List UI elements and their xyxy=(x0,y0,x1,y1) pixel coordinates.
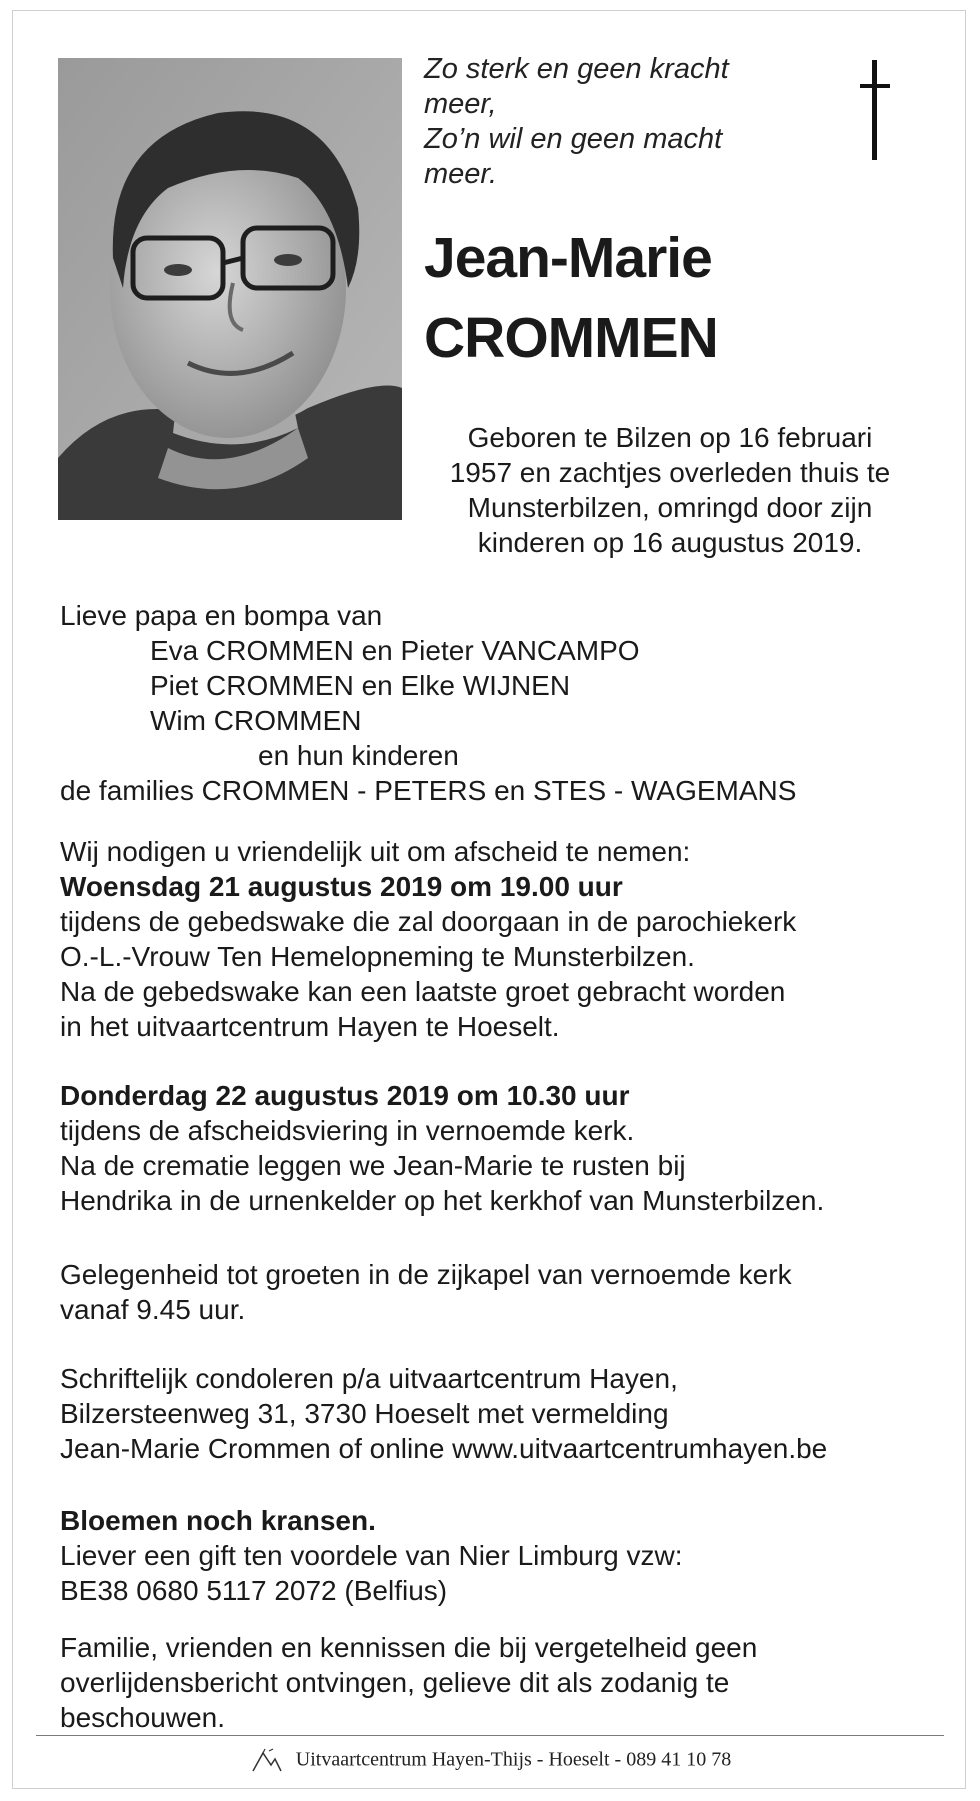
greeting-section xyxy=(60,1257,792,1327)
families-line: de families CROMMEN - PETERS en STES - WAGEMANS xyxy=(60,775,797,806)
portrait-photo xyxy=(58,58,402,520)
service-section xyxy=(60,1078,824,1218)
bio-line: kinderen op 16 augustus 2019. xyxy=(477,527,863,558)
service-heading: Donderdag 22 augustus 2019 om 10.30 uur xyxy=(60,1080,630,1111)
flowers-line: BE38 0680 5117 2072 (Belfius) xyxy=(60,1575,448,1606)
wake-line: O.-L.-Vrouw Ten Hemelopneming te Munsterbilzen. xyxy=(60,941,695,972)
footer xyxy=(0,1747,980,1773)
service-line: tijdens de afscheidsviering in vernoemde kerk. xyxy=(60,1115,635,1146)
flowers-line: Liever een gift ten voordele van Nier Limburg vzw: xyxy=(60,1540,683,1571)
flowers-heading: Bloemen noch kransen. xyxy=(60,1505,376,1536)
greeting-line: Gelegenheid tot groeten in de zijkapel van vernoemde kerk xyxy=(60,1259,792,1290)
greeting-line: vanaf 9.45 uur. xyxy=(60,1294,246,1325)
funeral-home-logo-icon xyxy=(249,1747,283,1773)
condolence-line: Jean-Marie Crommen of online www.uitvaartcentrumhayen.be xyxy=(60,1433,828,1464)
condolence-line: Schriftelijk condoleren p/a uitvaartcentrum Hayen, xyxy=(60,1363,678,1394)
invite-intro: Wij nodigen u vriendelijk uit om afscheid te nemen: xyxy=(60,836,691,867)
family-section xyxy=(60,598,796,808)
portrait-illustration xyxy=(58,58,402,520)
notice-line: overlijdensbericht ontvingen, gelieve dit als zodanig te xyxy=(60,1667,730,1698)
condolence-section xyxy=(60,1361,827,1466)
flowers-section xyxy=(60,1503,683,1608)
notice-line: beschouwen. xyxy=(60,1702,226,1733)
bio-line: Geboren te Bilzen op 16 februari xyxy=(467,422,873,453)
child-entry: Eva CROMMEN en Pieter VANCAMPO xyxy=(150,635,640,666)
condolence-line: Bilzersteenweg 31, 3730 Hoeselt met vermelding xyxy=(60,1398,669,1429)
biography xyxy=(418,420,922,560)
quote-line: meer, xyxy=(424,88,497,120)
footer-text: Uitvaartcentrum Hayen-Thijs - Hoeselt - 089 41 10 78 xyxy=(295,1748,732,1771)
notice-section xyxy=(60,1630,757,1735)
wake-heading: Woensdag 21 augustus 2019 om 19.00 uur xyxy=(60,871,623,902)
quote-line: Zo’n wil en geen macht xyxy=(424,123,723,155)
wake-line: in het uitvaartcentrum Hayen te Hoeselt. xyxy=(60,1011,560,1042)
cross-icon xyxy=(860,60,890,160)
wake-section xyxy=(60,834,796,1044)
quote-line: meer. xyxy=(424,158,498,190)
notice-line: Familie, vrienden en kennissen die bij vergetelheid geen xyxy=(60,1632,758,1663)
family-intro: Lieve papa en bompa van xyxy=(60,600,383,631)
deceased-last-name: CROMMEN xyxy=(424,306,718,370)
child-entry: Piet CROMMEN en Elke WIJNEN xyxy=(150,670,571,701)
bio-line: 1957 en zachtjes overleden thuis te xyxy=(449,457,891,488)
service-line: Hendrika in de urnenkelder op het kerkhof van Munsterbilzen. xyxy=(60,1185,825,1216)
quote-line: Zo sterk en geen kracht xyxy=(424,53,729,85)
deceased-first-name: Jean-Marie xyxy=(424,226,712,290)
memorial-quote xyxy=(424,52,784,192)
bio-line: Munsterbilzen, omringd door zijn xyxy=(467,492,873,523)
wake-line: Na de gebedswake kan een laatste groet gebracht worden xyxy=(60,976,786,1007)
child-entry: Wim CROMMEN xyxy=(150,705,362,736)
grandchildren-line: en hun kinderen xyxy=(258,740,459,771)
footer-divider xyxy=(36,1735,944,1736)
service-line: Na de crematie leggen we Jean-Marie te rusten bij xyxy=(60,1150,686,1181)
wake-line: tijdens de gebedswake die zal doorgaan in de parochiekerk xyxy=(60,906,797,937)
